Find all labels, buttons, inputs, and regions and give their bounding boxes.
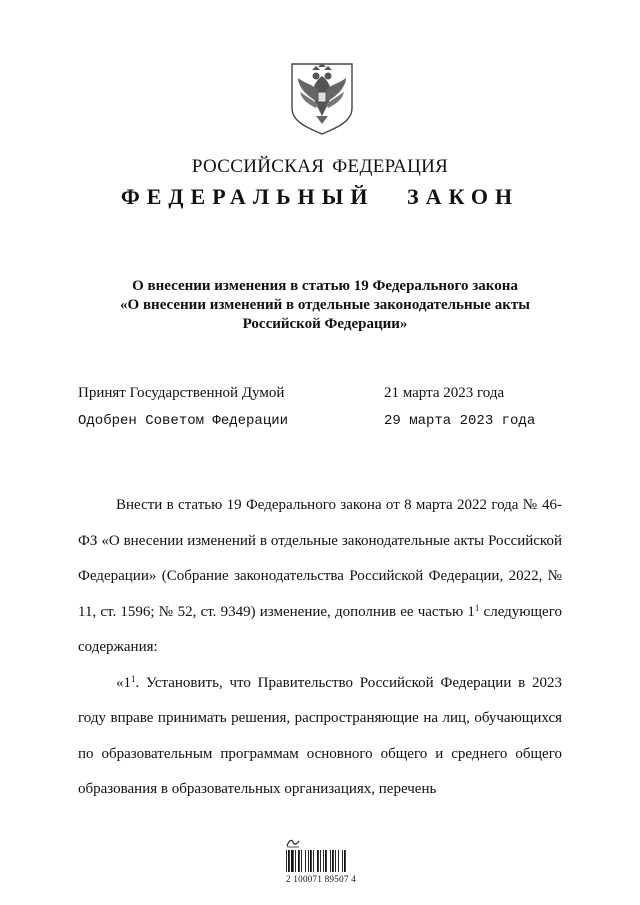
registration-mark-icon bbox=[286, 838, 300, 848]
barcode-bar bbox=[332, 850, 334, 872]
law-title-line: О внесении изменения в статью 19 Федерального закона bbox=[132, 278, 518, 294]
barcode-bar bbox=[320, 850, 321, 872]
law-title-line: «О внесении изменений в отдельные законодательные акты bbox=[120, 297, 530, 313]
barcode-bar bbox=[338, 850, 339, 872]
barcode-number: 2 100071 89507 4 bbox=[286, 874, 357, 884]
body-paragraph bbox=[78, 488, 562, 666]
law-body bbox=[78, 488, 562, 808]
barcode-bar bbox=[298, 850, 300, 872]
duma-label: Принят Государственной Думой bbox=[78, 385, 285, 401]
council-approval-row bbox=[78, 413, 568, 429]
barcode-bar bbox=[295, 850, 296, 872]
law-title bbox=[60, 277, 590, 334]
barcode-bar bbox=[323, 850, 324, 872]
body-paragraph-text: следующего содержания: bbox=[78, 603, 562, 655]
barcode-bar bbox=[305, 850, 306, 872]
barcode-bar bbox=[286, 850, 287, 872]
duma-adoption-row bbox=[78, 385, 568, 402]
barcode-bar bbox=[330, 850, 331, 872]
body-paragraph bbox=[78, 666, 562, 808]
barcode-bar bbox=[342, 850, 343, 872]
superscript: 1 bbox=[474, 602, 480, 613]
barcode-bar bbox=[313, 850, 314, 872]
barcode-bar bbox=[325, 850, 327, 872]
barcode-bar bbox=[310, 850, 312, 872]
country-name: РОССИЙСКАЯ ФЕДЕРАЦИЯ bbox=[191, 156, 449, 177]
barcode-bar bbox=[317, 850, 319, 872]
barcode-bar bbox=[301, 850, 302, 872]
coat-of-arms-emblem bbox=[288, 62, 356, 136]
barcode-bar bbox=[308, 850, 309, 872]
duma-date: 21 марта 2023 года bbox=[384, 385, 505, 401]
superscript: 1 bbox=[131, 673, 136, 684]
barcode-bar bbox=[335, 850, 336, 872]
council-date: 29 марта 2023 года bbox=[384, 413, 536, 429]
barcode-icon bbox=[286, 850, 362, 872]
russian-coat-of-arms-icon bbox=[288, 62, 356, 136]
barcode-bar bbox=[288, 850, 290, 872]
law-title-line: Российской Федерации» bbox=[242, 316, 408, 332]
barcode-bar bbox=[344, 850, 346, 872]
council-label: Одобрен Советом Федерации bbox=[78, 413, 289, 429]
barcode-bar bbox=[291, 850, 294, 872]
body-paragraph-text: . Установить, что Правительство Российской Федерации в 2023 году вправе принимать решения, распространяющие на лиц, обучающихся по образовательным программам основного общего и среднего общего образования в образовательных организациях, перечень bbox=[78, 674, 562, 797]
law-type-heading: ФЕДЕРАЛЬНЫЙ ЗАКОН bbox=[120, 184, 520, 209]
body-paragraph-text: Внести в статью 19 Федерального закона от 8 марта 2022 года № 46-ФЗ «О внесении изменений в отдельные законодательные акты Российской Федерации» (Собрание законодательства Российской Федерации, 2022, № 11, ст. 1596; № 52, ст. 9349) изменение, дополнив ее частью 1 bbox=[78, 497, 562, 620]
body-paragraph-text: «1 bbox=[116, 674, 131, 691]
